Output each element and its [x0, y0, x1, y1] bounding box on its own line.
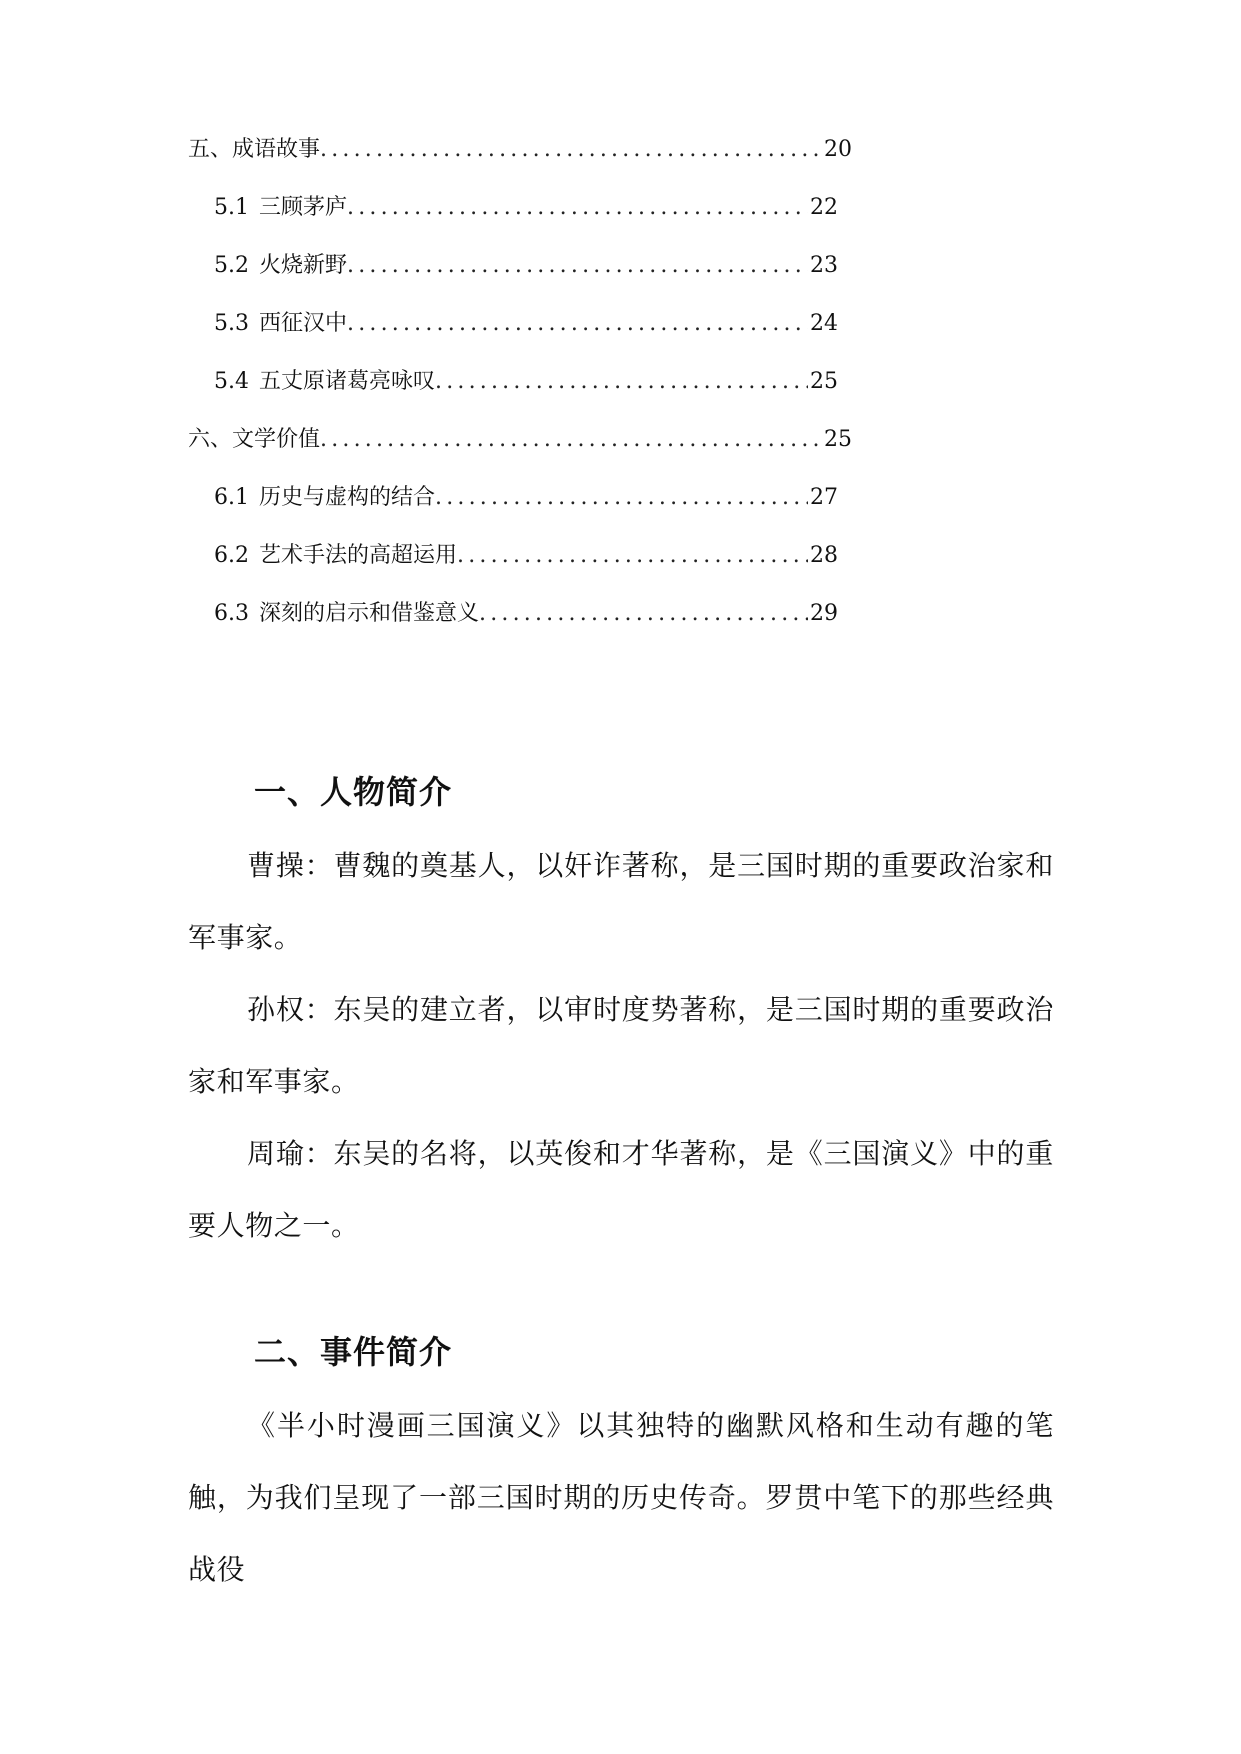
- toc-entry-number: 6.3: [214, 601, 249, 626]
- toc-entry-title: 五丈原诸葛亮咏叹: [259, 369, 436, 394]
- toc-entry[interactable]: [214, 478, 838, 518]
- toc-dot-leader: [320, 420, 822, 460]
- section-heading: 一、人物简介: [254, 773, 453, 811]
- toc-entry-page: 23: [810, 253, 838, 278]
- toc-entry-number: 5.1: [214, 195, 249, 220]
- toc-dot-leader: [320, 130, 822, 170]
- toc-entry-number: 5.4: [214, 369, 249, 394]
- toc-entry-page: 24: [810, 311, 838, 336]
- toc-entry-number: 6.1: [214, 485, 249, 510]
- toc-entry-page: 27: [810, 485, 838, 510]
- toc-entry-page: 20: [824, 137, 852, 162]
- toc-entry-page: 22: [810, 195, 838, 220]
- toc-dot-leader: [347, 188, 808, 228]
- toc-entry-title: 五、成语故事: [188, 137, 321, 162]
- toc-entry[interactable]: [214, 188, 838, 228]
- toc-entry-number: 5.2: [214, 253, 249, 278]
- toc-dot-leader: [457, 536, 808, 576]
- toc-entry-title: 深刻的启示和借鉴意义: [259, 601, 480, 626]
- toc-entry-title: 六、文学价值: [188, 427, 321, 452]
- toc-dot-leader: [347, 246, 808, 286]
- toc-entry[interactable]: [188, 420, 852, 460]
- toc-entry-title: 三顾茅庐: [259, 195, 348, 220]
- toc-entry[interactable]: [214, 246, 838, 286]
- body-paragraph: 曹操：曹魏的奠基人，以奸诈著称，是三国时期的重要政治家和军事家。: [188, 849, 1054, 954]
- toc-dot-leader: [435, 362, 808, 402]
- body-paragraph: 周瑜：东吴的名将，以英俊和才华著称，是《三国演义》中的重要人物之一。: [188, 1137, 1054, 1242]
- toc-entry-page: 25: [824, 427, 852, 452]
- toc-entry-number: 5.3: [214, 311, 249, 336]
- toc-entry-page: 29: [810, 601, 838, 626]
- body-paragraph: 孙权：东吴的建立者，以审时度势著称，是三国时期的重要政治家和军事家。: [188, 993, 1054, 1098]
- toc-entry-title: 艺术手法的高超运用: [259, 543, 458, 568]
- toc-entry-title: 西征汉中: [259, 311, 348, 336]
- toc-dot-leader: [435, 478, 808, 518]
- toc-entry[interactable]: [188, 130, 852, 170]
- toc-entry[interactable]: [214, 536, 838, 576]
- toc-entry-page: 25: [810, 369, 838, 394]
- section-heading: 二、事件简介: [254, 1333, 453, 1371]
- body-paragraph: 《半小时漫画三国演义》以其独特的幽默风格和生动有趣的笔触，为我们呈现了一部三国时期的历史传奇。罗贯中笔下的那些经典战役: [188, 1409, 1054, 1586]
- toc-entry[interactable]: [214, 304, 838, 344]
- toc-entry-title: 火烧新野: [259, 253, 348, 278]
- toc-entry-number: 6.2: [214, 543, 249, 568]
- toc-dot-leader: [479, 594, 808, 634]
- toc-entry-page: 28: [810, 543, 838, 568]
- toc-dot-leader: [347, 304, 808, 344]
- toc-entry[interactable]: [214, 362, 838, 402]
- toc-entry-title: 历史与虚构的结合: [259, 485, 436, 510]
- toc-entry[interactable]: [214, 594, 838, 634]
